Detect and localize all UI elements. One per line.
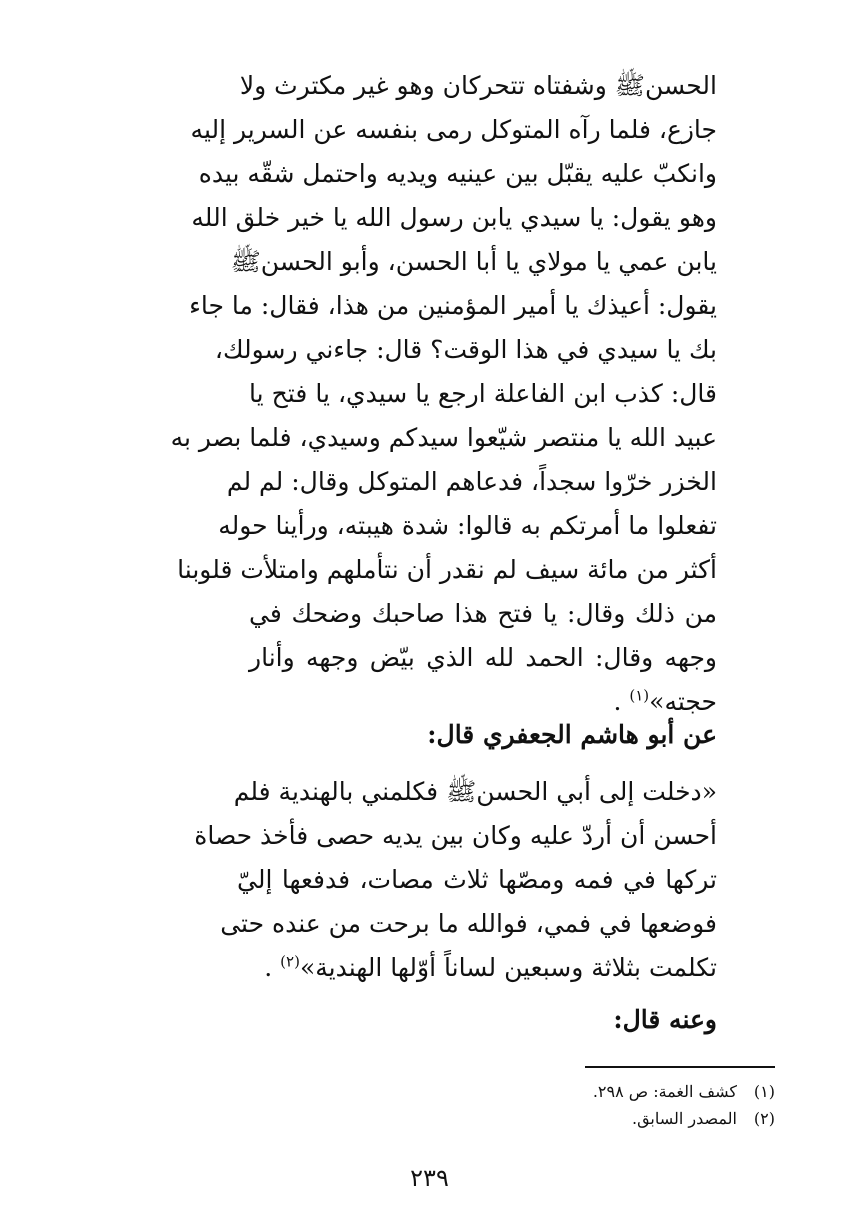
footnote-text: كشف الغمة: ص ٢٩٨.	[592, 1082, 737, 1101]
text-line: من ذلك وقال: يا فتح هذا صاحبك وضحك في	[249, 599, 717, 628]
footnote-ref-1[interactable]: (١)	[629, 686, 650, 705]
text-line: عبيد الله يا منتصر شيّعوا سيدكم وسيدي، فلما بصر به	[170, 423, 717, 452]
quote-paragraph-1	[170, 64, 717, 724]
text-line: تركها في فمه ومصّها ثلاث مصات، فدفعها إليّ	[237, 865, 717, 894]
text-line: يابن عمي يا مولاي يا أبا الحسن، وأبو الحسنﷺ	[230, 247, 717, 276]
text-line: وجهه وقال: الحمد لله الذي بيّض وجهه وأنار	[249, 643, 717, 672]
section-heading-2: وعنه قال:	[613, 1005, 717, 1034]
footnote-item	[593, 1105, 775, 1132]
line-text: تكلمت بثلاثة وسبعين لساناً أوّلها الهندية»	[299, 953, 717, 982]
footnote-separator	[585, 1066, 775, 1068]
text-line: بك يا سيدي في هذا الوقت؟ قال: جاءني رسولك،	[214, 335, 717, 364]
section-heading-1: عن أبو هاشم الجعفري قال:	[427, 720, 717, 749]
quote-paragraph-2	[194, 770, 717, 990]
text-line: «دخلت إلى أبي الحسنﷺ فكلمني بالهندية فلم	[233, 777, 717, 806]
text-line: وانكبّ عليه يقبّل بين عينيه ويديه واحتمل شقّه بيده	[198, 159, 717, 188]
text-line: أحسن أن أردّ عليه وكان بين يديه حصى فأخذ حصاة	[194, 821, 717, 850]
text-line: الخزر خرّوا سجداً، فدعاهم المتوكل وقال: لم لم	[226, 467, 717, 496]
line-text: حجته»	[649, 687, 717, 716]
footnote-item	[593, 1078, 775, 1105]
footnote-text: المصدر السابق.	[631, 1109, 737, 1128]
footnotes	[593, 1078, 775, 1132]
text-line: فوضعها في فمي، فوالله ما برحت من عنده حتى	[220, 909, 717, 938]
footnote-number: (٢)	[753, 1109, 775, 1128]
text-line-last	[237, 946, 717, 990]
full-stop: .	[613, 687, 622, 716]
text-line: الحسنﷺ وشفتاه تتحركان وهو غير مكترث ولا	[239, 71, 717, 100]
text-line: تفعلوا ما أمرتكم به قالوا: شدة هيبته، ورأينا حوله	[218, 511, 717, 540]
text-line: جازع، فلما رآه المتوكل رمى بنفسه عن السرير إليه	[190, 115, 717, 144]
text-line: وهو يقول: يا سيدي يابن رسول الله يا خير خلق الله	[191, 203, 717, 232]
text-line: يقول: أعيذك يا أمير المؤمنين من هذا، فقال: ما جاء	[189, 291, 717, 320]
footnote-ref-2[interactable]: (٢)	[280, 952, 300, 971]
footnote-number: (١)	[753, 1082, 775, 1101]
text-line: قال: كذب ابن الفاعلة ارجع يا سيدي، يا فتح يا	[249, 379, 717, 408]
text-line: أكثر من مائة سيف لم نقدر أن نتأملهم وامتلأت قلوبنا	[177, 555, 717, 584]
page-number: ٢٣٩	[410, 1164, 449, 1192]
full-stop: .	[264, 953, 273, 982]
